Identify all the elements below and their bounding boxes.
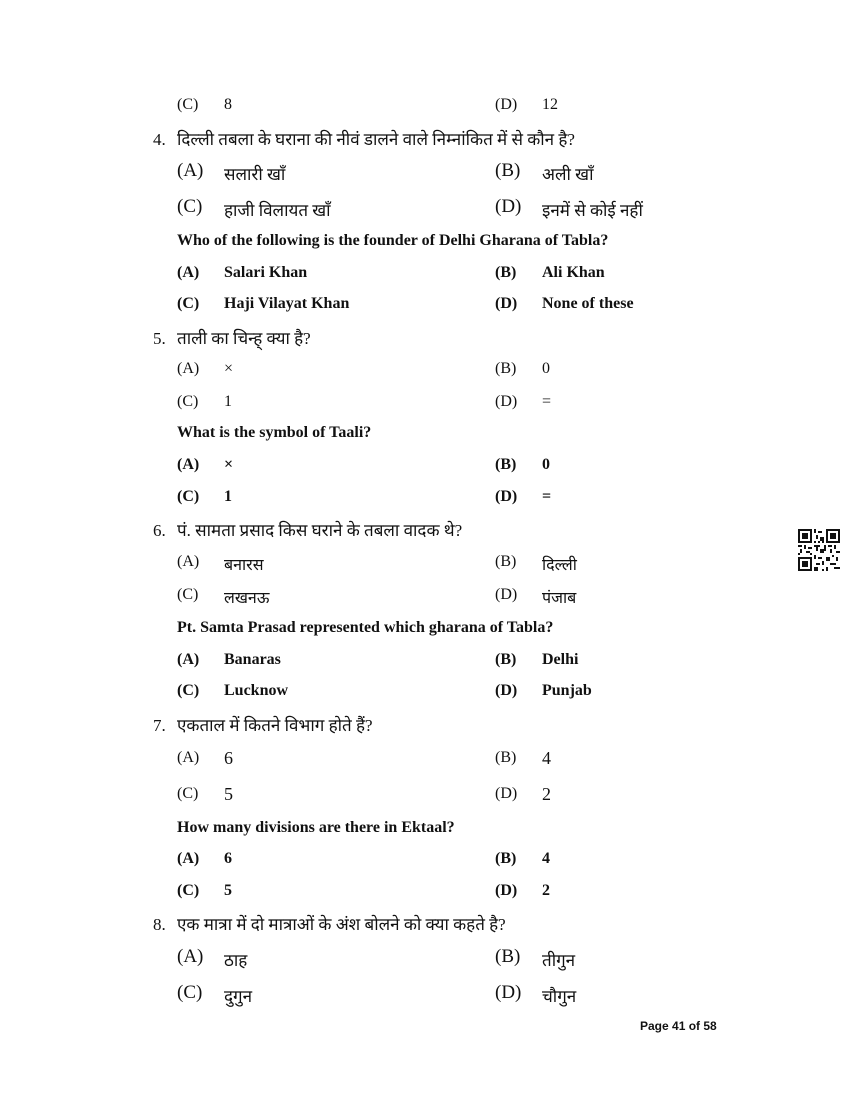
option-text: 5	[224, 784, 233, 804]
option-label: (A)	[177, 553, 200, 570]
option-label: (B)	[495, 749, 517, 766]
qr-code-icon	[798, 529, 840, 571]
question-text: दिल्ली तबला के घराना की नीवं डालने वाले निम्नांकित में से कौन है?	[177, 130, 575, 149]
question-number: 4.	[153, 130, 166, 149]
question-text: ताली का चिन्ह् क्या है?	[177, 329, 311, 348]
option-text: 6	[224, 850, 232, 867]
option-text: ठाह	[224, 951, 248, 970]
option-text: Ali Khan	[542, 264, 605, 281]
option-label: (B)	[495, 553, 517, 570]
question-6-english: Pt. Samta Prasad represented which gharana of Tabla?	[177, 619, 554, 636]
option-label: (D)	[495, 96, 518, 113]
option-text: 0	[542, 360, 550, 377]
option-text: इनमें से कोई नहीं	[542, 201, 643, 220]
option-text: ×	[224, 456, 234, 473]
question-7-hindi	[153, 713, 373, 736]
option-text: तीगुन	[542, 951, 576, 970]
option-text: Punjab	[542, 682, 592, 699]
option-text: =	[542, 393, 552, 410]
option-label: (C)	[177, 785, 199, 802]
question-7-english: How many divisions are there in Ektaal?	[177, 819, 455, 836]
option-text: 5	[224, 882, 232, 899]
question-number: 8.	[153, 915, 166, 934]
option-label: (D)	[495, 295, 518, 312]
option-text: चौगुन	[542, 987, 577, 1006]
option-text: 1	[224, 488, 232, 505]
question-4-english: Who of the following is the founder of Delhi Gharana of Tabla?	[177, 232, 609, 249]
question-5-english: What is the symbol of Taali?	[177, 424, 372, 441]
option-text: None of these	[542, 295, 634, 312]
question-number: 5.	[153, 329, 166, 348]
option-label: (B)	[495, 850, 517, 867]
option-label: (D)	[495, 682, 518, 699]
option-label: (A)	[177, 946, 204, 967]
option-label: (C)	[177, 982, 203, 1003]
option-label: (D)	[495, 586, 518, 603]
option-text: 6	[224, 748, 233, 768]
option-label: (D)	[495, 882, 518, 899]
option-text: दिल्ली	[542, 557, 577, 574]
option-label: (A)	[177, 850, 200, 867]
option-label: (B)	[495, 651, 517, 668]
page-number: Page 41 of 58	[640, 1019, 717, 1033]
option-text: 0	[542, 456, 550, 473]
option-label: (B)	[495, 264, 517, 281]
option-label: (B)	[495, 456, 517, 473]
option-text: Delhi	[542, 651, 579, 668]
option-label: (C)	[177, 488, 200, 505]
option-text: 2	[542, 784, 551, 804]
question-number: 6.	[153, 521, 166, 540]
option-label: (B)	[495, 160, 521, 181]
option-label: (A)	[177, 651, 200, 668]
option-label: (C)	[177, 682, 200, 699]
option-label: (A)	[177, 749, 200, 766]
option-text: 2	[542, 882, 550, 899]
option-label: (D)	[495, 785, 518, 802]
question-text: एकताल में कितने विभाग होते हैं?	[177, 716, 373, 735]
question-5-hindi	[153, 326, 311, 349]
option-label: (C)	[177, 586, 199, 603]
option-text: Salari Khan	[224, 264, 308, 281]
option-label: (A)	[177, 456, 200, 473]
option-label: (C)	[177, 196, 203, 217]
option-label: (A)	[177, 360, 200, 377]
option-text: Haji Vilayat Khan	[224, 295, 350, 312]
option-label: (A)	[177, 264, 200, 281]
option-label: (D)	[495, 982, 522, 1003]
option-label: (D)	[495, 196, 522, 217]
option-label: (B)	[495, 946, 521, 967]
question-6-hindi	[153, 518, 462, 541]
option-text: Lucknow	[224, 682, 289, 699]
question-4-hindi	[153, 127, 575, 150]
option-text: 8	[224, 96, 232, 113]
option-label: (C)	[177, 295, 200, 312]
option-label: (C)	[177, 393, 199, 410]
option-text: 4	[542, 748, 551, 768]
option-label: (D)	[495, 393, 518, 410]
option-text: दुगुन	[224, 987, 253, 1006]
question-text: पं. सामता प्रसाद किस घराने के तबला वादक थे?	[177, 521, 463, 540]
option-text: हाजी विलायत खाँ	[224, 201, 331, 220]
option-label: (C)	[177, 96, 199, 113]
question-text: एक मात्रा में दो मात्राओं के अंश बोलने को क्या कहते है?	[177, 915, 506, 934]
question-number: 7.	[153, 716, 166, 735]
option-label: (A)	[177, 160, 204, 181]
option-text: =	[542, 488, 552, 505]
option-text: 4	[542, 850, 550, 867]
option-text: 12	[542, 96, 558, 113]
option-text: ×	[224, 360, 234, 377]
option-text: 1	[224, 393, 232, 410]
option-label: (C)	[177, 882, 200, 899]
option-text: बनारस	[224, 557, 264, 574]
option-label: (D)	[495, 488, 518, 505]
option-text: पंजाब	[542, 590, 577, 607]
question-8-hindi	[153, 912, 506, 935]
option-label: (B)	[495, 360, 517, 377]
option-text: सलारी खाँ	[224, 165, 286, 184]
option-text: लखनऊ	[224, 590, 270, 607]
option-text: Banaras	[224, 651, 281, 668]
option-text: अली खाँ	[542, 165, 594, 184]
